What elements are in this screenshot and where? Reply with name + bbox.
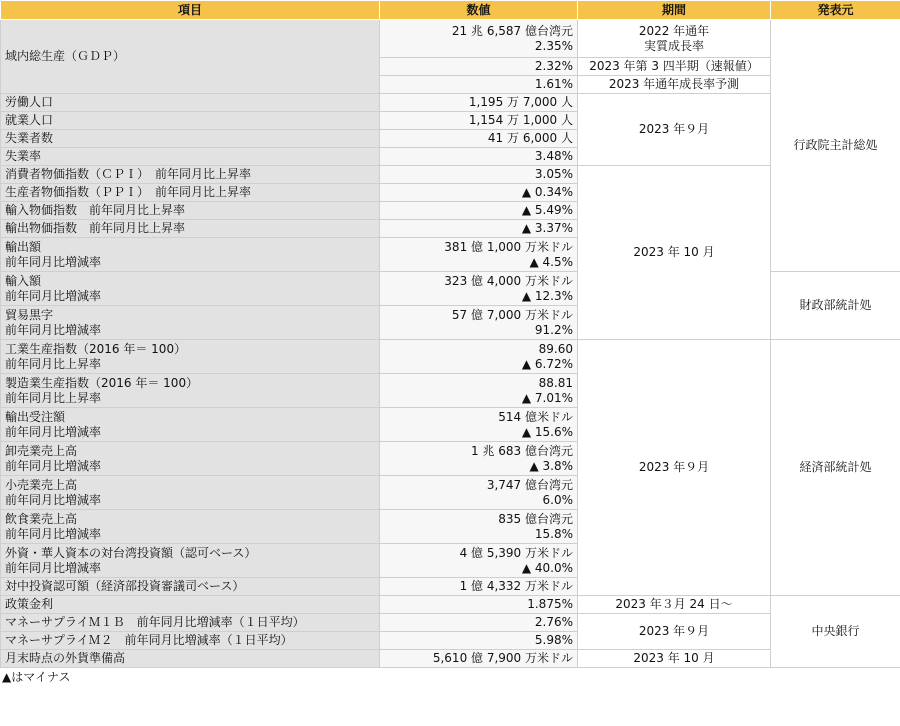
source-dgbas: 行政院主計総処 xyxy=(771,20,900,272)
value-gdp-nominal: 21 兆 6,587 億台湾元 2.35% xyxy=(380,20,578,58)
value-retail: 3,747 億台湾元 6.0% xyxy=(380,476,578,510)
item-china-inv: 対中投資認可額（経済部投資審議司ベース） xyxy=(1,578,380,596)
period-money: 2023 年９月 xyxy=(578,614,771,650)
item-export-orders: 輸出受注額 前年同月比増減率 xyxy=(1,408,380,442)
value-export-price: ▲ 3.37% xyxy=(380,220,578,238)
period-labor: 2023 年９月 xyxy=(578,94,771,166)
value-export-orders: 514 億米ドル ▲ 15.6% xyxy=(380,408,578,442)
value-surplus: 57 億 7,000 万米ドル 91.2% xyxy=(380,306,578,340)
header-period: 期間 xyxy=(578,1,771,20)
source-moea: 経済部統計処 xyxy=(771,340,900,596)
table-row xyxy=(1,614,900,632)
item-m2: マネーサプライＭ２ 前年同月比増減率（１日平均） xyxy=(1,632,380,650)
item-unemployed: 失業者数 xyxy=(1,130,380,148)
item-wholesale: 卸売業売上高 前年同月比増減率 xyxy=(1,442,380,476)
period-prices-trade: 2023 年 10 月 xyxy=(578,166,771,340)
item-labor: 労働人口 xyxy=(1,94,380,112)
item-surplus: 貿易黒字 前年同月比増減率 xyxy=(1,306,380,340)
item-ppi: 生産者物価指数（ＰＰＩ） 前年同月比上昇率 xyxy=(1,184,380,202)
item-fdi: 外資・華人資本の対台湾投資額（認可ベース） 前年同月比増減率 xyxy=(1,544,380,578)
value-unemployed: 41 万 6,000 人 xyxy=(380,130,578,148)
period-gdp-2022: 2022 年通年 実質成長率 xyxy=(578,20,771,58)
item-export-price: 輸出物価指数 前年同月比上昇率 xyxy=(1,220,380,238)
table-row xyxy=(1,340,900,374)
source-mof: 財政部統計処 xyxy=(771,272,900,340)
value-employed: 1,154 万 1,000 人 xyxy=(380,112,578,130)
period-fx: 2023 年 10 月 xyxy=(578,650,771,668)
period-gdp-q3: 2023 年第 3 四半期（速報値） xyxy=(578,58,771,76)
value-fdi: 4 億 5,390 万米ドル ▲ 40.0% xyxy=(380,544,578,578)
value-mfg-prod: 88.81 ▲ 7.01% xyxy=(380,374,578,408)
item-fx: 月末時点の外貨準備高 xyxy=(1,650,380,668)
item-ind-prod: 工業生産指数（2016 年＝ 100） 前年同月比上昇率 xyxy=(1,340,380,374)
table-row xyxy=(1,94,900,112)
item-food: 飲食業売上高 前年同月比増減率 xyxy=(1,510,380,544)
item-import-price: 輸入物価指数 前年同月比上昇率 xyxy=(1,202,380,220)
header-item: 項目 xyxy=(1,1,380,20)
item-policy-rate: 政策金利 xyxy=(1,596,380,614)
item-retail: 小売業売上高 前年同月比増減率 xyxy=(1,476,380,510)
item-cpi: 消費者物価指数（ＣＰＩ） 前年同月比上昇率 xyxy=(1,166,380,184)
period-gdp-forecast: 2023 年通年成長率予測 xyxy=(578,76,771,94)
value-exports: 381 億 1,000 万米ドル ▲ 4.5% xyxy=(380,238,578,272)
period-econ: 2023 年９月 xyxy=(578,340,771,596)
value-food: 835 億台湾元 15.8% xyxy=(380,510,578,544)
value-imports: 323 億 4,000 万米ドル ▲ 12.3% xyxy=(380,272,578,306)
item-employed: 就業人口 xyxy=(1,112,380,130)
value-ppi: ▲ 0.34% xyxy=(380,184,578,202)
value-ind-prod: 89.60 ▲ 6.72% xyxy=(380,340,578,374)
value-wholesale: 1 兆 683 億台湾元 ▲ 3.8% xyxy=(380,442,578,476)
header-source: 発表元 xyxy=(771,1,900,20)
value-m2: 5.98% xyxy=(380,632,578,650)
item-mfg-prod: 製造業生産指数（2016 年＝ 100） 前年同月比上昇率 xyxy=(1,374,380,408)
value-cpi: 3.05% xyxy=(380,166,578,184)
value-m1b: 2.76% xyxy=(380,614,578,632)
header-value: 数値 xyxy=(380,1,578,20)
table-row xyxy=(1,596,900,614)
item-unemp-rate: 失業率 xyxy=(1,148,380,166)
value-import-price: ▲ 5.49% xyxy=(380,202,578,220)
table-row xyxy=(1,166,900,184)
table-row xyxy=(1,650,900,668)
value-unemp-rate: 3.48% xyxy=(380,148,578,166)
value-labor: 1,195 万 7,000 人 xyxy=(380,94,578,112)
item-imports: 輸入額 前年同月比増減率 xyxy=(1,272,380,306)
value-gdp-q3: 2.32% xyxy=(380,58,578,76)
item-exports: 輸出額 前年同月比増減率 xyxy=(1,238,380,272)
header-row xyxy=(1,1,900,20)
table-row xyxy=(1,20,900,58)
source-cbc: 中央銀行 xyxy=(771,596,900,668)
value-gdp-forecast: 1.61% xyxy=(380,76,578,94)
period-policy-rate: 2023 年３月 24 日〜 xyxy=(578,596,771,614)
footnote: ▲はマイナス xyxy=(2,670,71,684)
value-policy-rate: 1.875% xyxy=(380,596,578,614)
item-m1b: マネーサプライＭ１Ｂ 前年同月比増減率（１日平均） xyxy=(1,614,380,632)
value-fx: 5,610 億 7,900 万米ドル xyxy=(380,650,578,668)
value-china-inv: 1 億 4,332 万米ドル xyxy=(380,578,578,596)
item-gdp: 域内総生産（ＧＤＰ） xyxy=(1,20,380,94)
